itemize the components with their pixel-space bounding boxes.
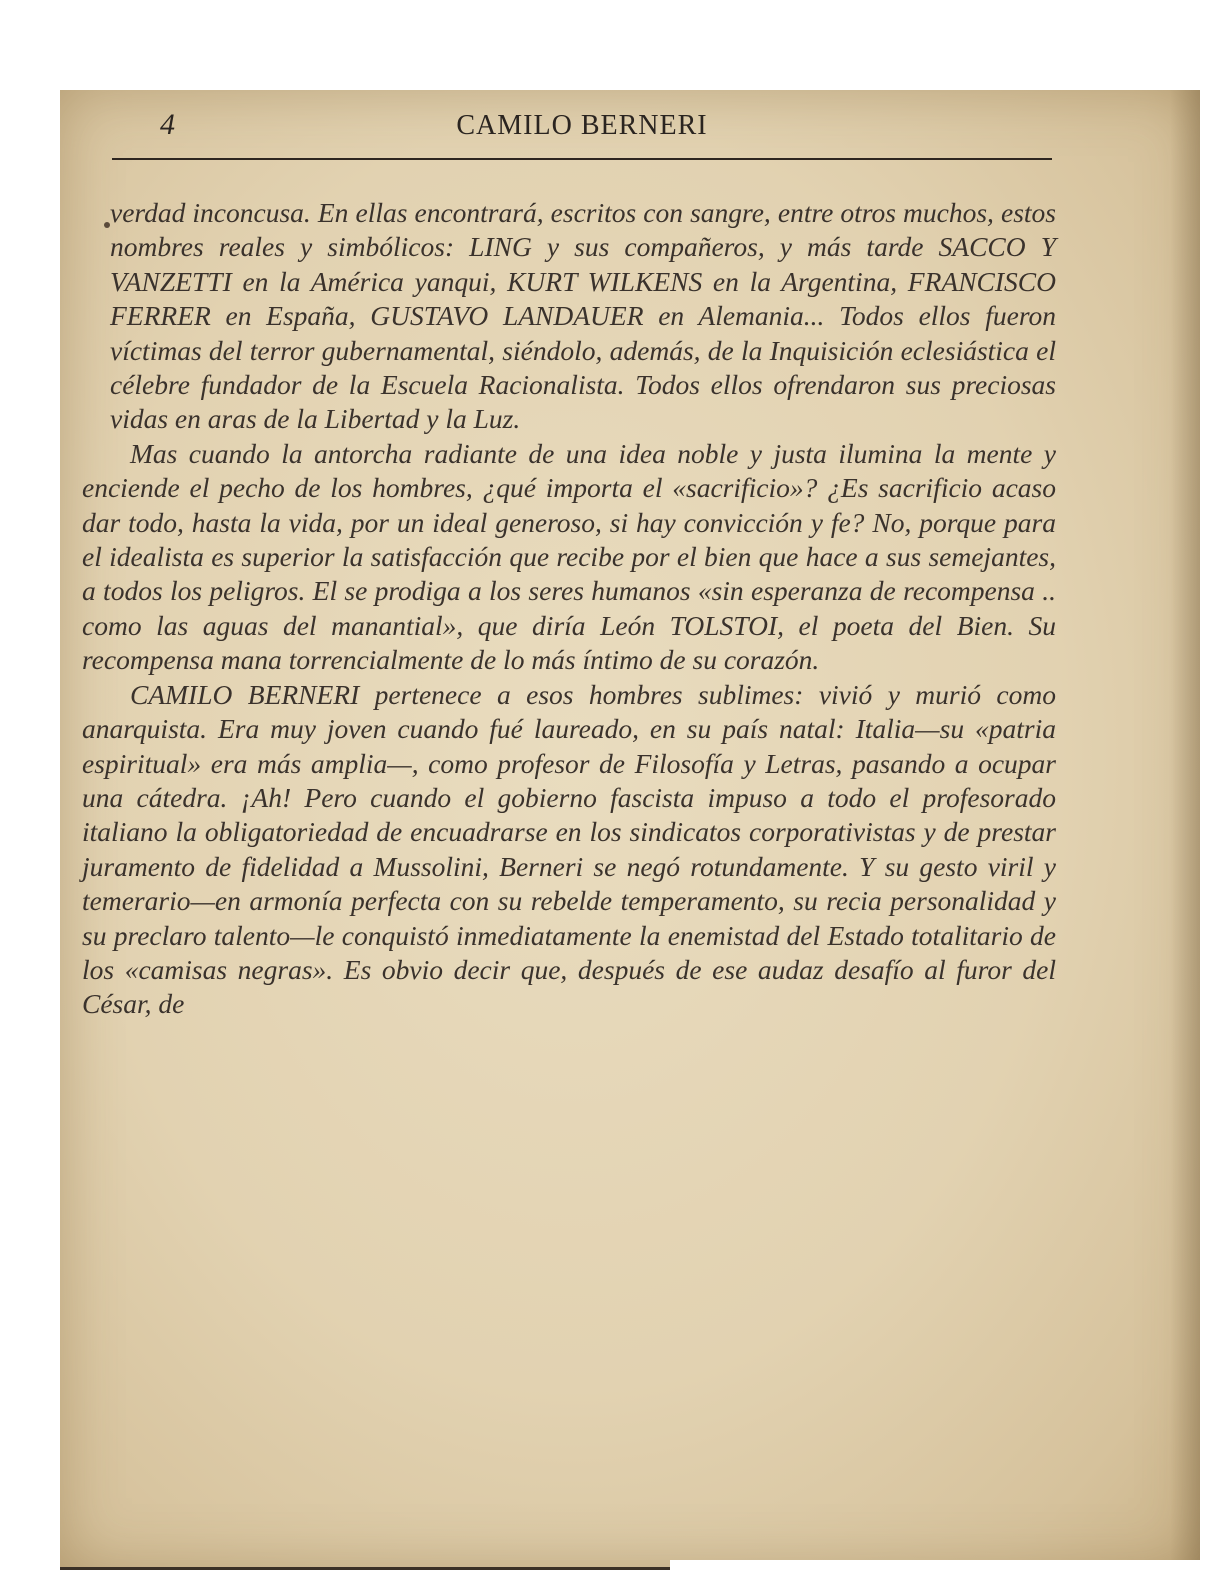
paragraph-2: Mas cuando la antorcha radiante de una idea noble y justa ilumina la mente y enciende el pecho de los hombres, ¿qué importa el «sacrificio»? ¿Es sacrificio acaso dar todo, hasta la vida, por un ideal generoso, si hay convicción y fe? No, porque para el idealista es superior la satisfacción que recibe por el bien que hace a sus semejantes, a todos los peligros. El se prodiga a los seres humanos «sin esperanza de recompensa .. como las aguas del manantial», que diría León TOLSTOI, el poeta del Bien. Su recompensa mana torrencialmente de lo más íntimo de su corazón. — [82, 437, 1056, 676]
body-text — [82, 196, 1056, 1022]
scan-margin — [670, 1560, 1213, 1595]
running-head: CAMILO BERNERI — [456, 110, 708, 141]
page-number: 4 — [160, 108, 175, 141]
page-header — [112, 108, 1052, 152]
header-rule — [112, 158, 1052, 160]
paragraph-1: verdad inconcusa. En ellas encontrará, escritos con sangre, entre otros muchos, estos nombres reales y simbólicos: LING y sus compañeros, y más tarde SACCO Y VANZETTI en la América yanqui, KURT WILKENS en la Argentina, FRANCISCO FERRER en España, GUSTAVO LANDAUER en Alemania... Todos ellos fueron víctimas del terror gubernamental, siéndolo, además, de la Inquisición eclesiástica el célebre fundador de la Escuela Racionalista. Todos ellos ofrendaron sus preciosas vidas en aras de la Libertad y la Luz. — [110, 197, 1056, 435]
paragraph-3: CAMILO BERNERI pertenece a esos hombres sublimes: vivió y murió como anarquista. Era muy joven cuando fué laureado, en su país natal: Italia—su «patria espiritual» era más amplia—, como profesor de Filosofía y Letras, pasando a ocupar una cátedra. ¡Ah! Pero cuando el gobierno fascista impuso a todo el profesorado italiano la obligatoriedad de encuadrarse en los sindicatos corporativistas y de prestar juramento de fidelidad a Mussolini, Berneri se negó rotundamente. Y su gesto viril y temerario—en armonía perfecta con su rebelde temperamento, su recia personalidad y su preclaro talento—le conquistó inmediatamente la enemistad del Estado totalitario de los «camisas negras». Es obvio decir que, después de ese audaz desafío al furor del César, de — [82, 678, 1056, 1020]
page-edge-shadow — [1170, 90, 1200, 1570]
